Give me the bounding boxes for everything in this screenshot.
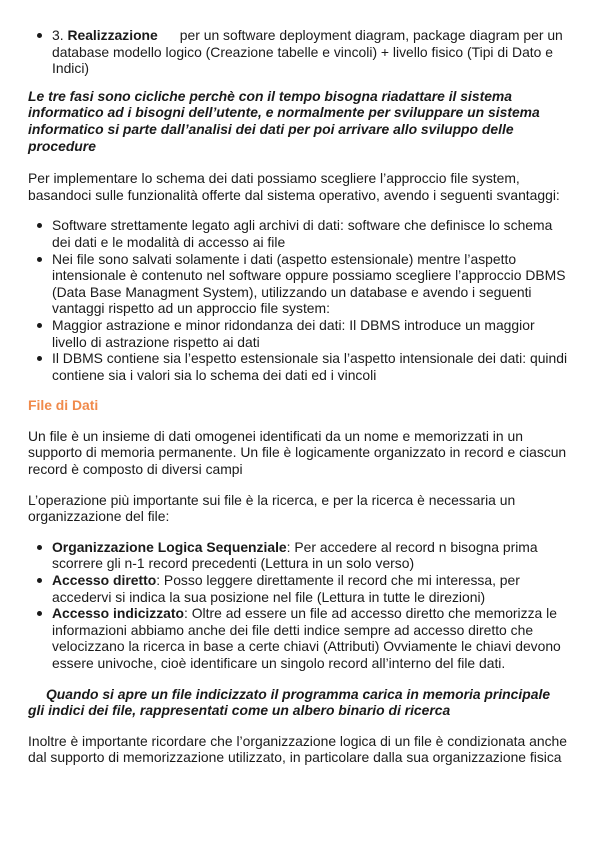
paragraph: L’operazione più importante sui file è la ricerca, e per la ricerca è necessaria un organizzazione del file:: [28, 491, 516, 525]
document-page: [28, 27, 570, 766]
list-item-text: : Oltre ad essere un file ad accesso diretto che memorizza le informazioni abbiamo anche dei file detti indice sempre ad accesso diretto che velocizzano la ricerca in base a certe chiavi (Attributi) Ovviamente le chiavi devono essere univoche, cioè identificare un singolo record all’interno del file dati.: [52, 605, 561, 671]
section-heading: File di Dati: [28, 397, 99, 414]
emphasis-note: Le tre fasi sono cicliche perchè con il tempo bisogna riadattare il sistema informatico ad i bisogni dell’utente, e normalmente per sviluppare un sistema informatico si parte dall’analisi dei dati per poi arrivare allo sviluppo delle procedure: [28, 87, 540, 154]
list-item: [28, 27, 570, 77]
list-item-title: Accesso indicizzato: [52, 605, 185, 622]
list-item: [28, 605, 570, 671]
list-item: Software strettamente legato agli archivi di dati: software che definisce lo schema dei dati e le modalità di accesso ai file: [28, 217, 570, 250]
list-item: Maggior astrazione e minor ridondanza dei dati: Il DBMS introduce un maggior livello di astrazione rispetto ai dati: [28, 317, 570, 350]
paragraph: Inoltre è importante ricordare che l’organizzazione logica di un file è condizionata anche dal supporto di memorizzazione utilizzato, in particolare dalla sua organizzazione fisica: [28, 732, 567, 766]
list-item-text: : Posso leggere direttamente il record che mi interessa, per accedervi si indica la sua posizione nel file (Lettura in tutte le direzioni): [52, 572, 520, 605]
list-item: Il DBMS contiene sia l’espetto estensionale sia l’aspetto intensionale dei dati: quindi contiene sia i valori sia lo schema dei dati ed i vincoli: [28, 350, 570, 383]
list-item: Nei file sono salvati solamente i dati (aspetto estensionale) mentre l’aspetto intensionale è contenuto nel software oppure possiamo scegliere l’approccio DBMS (Data Base Managment System), utilizzando un database e avendo i seguenti vantaggi rispetto ad un approccio file system:: [28, 251, 570, 317]
list-item: [28, 572, 570, 605]
phase-list: [28, 27, 570, 77]
list-item: [28, 539, 570, 572]
list-item-title: Organizzazione Logica Sequenziale: [52, 538, 287, 555]
list-item-text: per un software deployment diagram, package diagram per un database modello logico (Creazione tabelle e vincoli) + livello fisico (Tipi di Dato e Indici): [52, 27, 563, 77]
emphasis-note: Quando si apre un file indicizzato il programma carica in memoria principale gli indici dei file, rappresentati come un albero binario di ricerca: [28, 685, 551, 719]
list-item-title: Realizzazione: [67, 27, 158, 43]
paragraph: Per implementare lo schema dei dati possiamo scegliere l’approccio file system, basandoci sulle funzionalità offerte dal sistema operativo, avendo i seguenti svantaggi:: [28, 170, 560, 203]
bullet-list: [28, 217, 570, 383]
paragraph: Un file è un insieme di dati omogenei identificati da un nome e memorizzati in un supporto di memoria permanente. Un file è logicamente organizzato in record e ciascun record è composto di diversi campi: [28, 427, 567, 478]
list-item-title: Accesso diretto: [52, 572, 157, 589]
bullet-list: [28, 539, 570, 672]
list-item-text: : Per accedere al record n bisogna prima scorrere gli n-1 record precedenti (Lettura in un solo verso): [52, 538, 538, 572]
list-number: 3.: [52, 27, 68, 43]
